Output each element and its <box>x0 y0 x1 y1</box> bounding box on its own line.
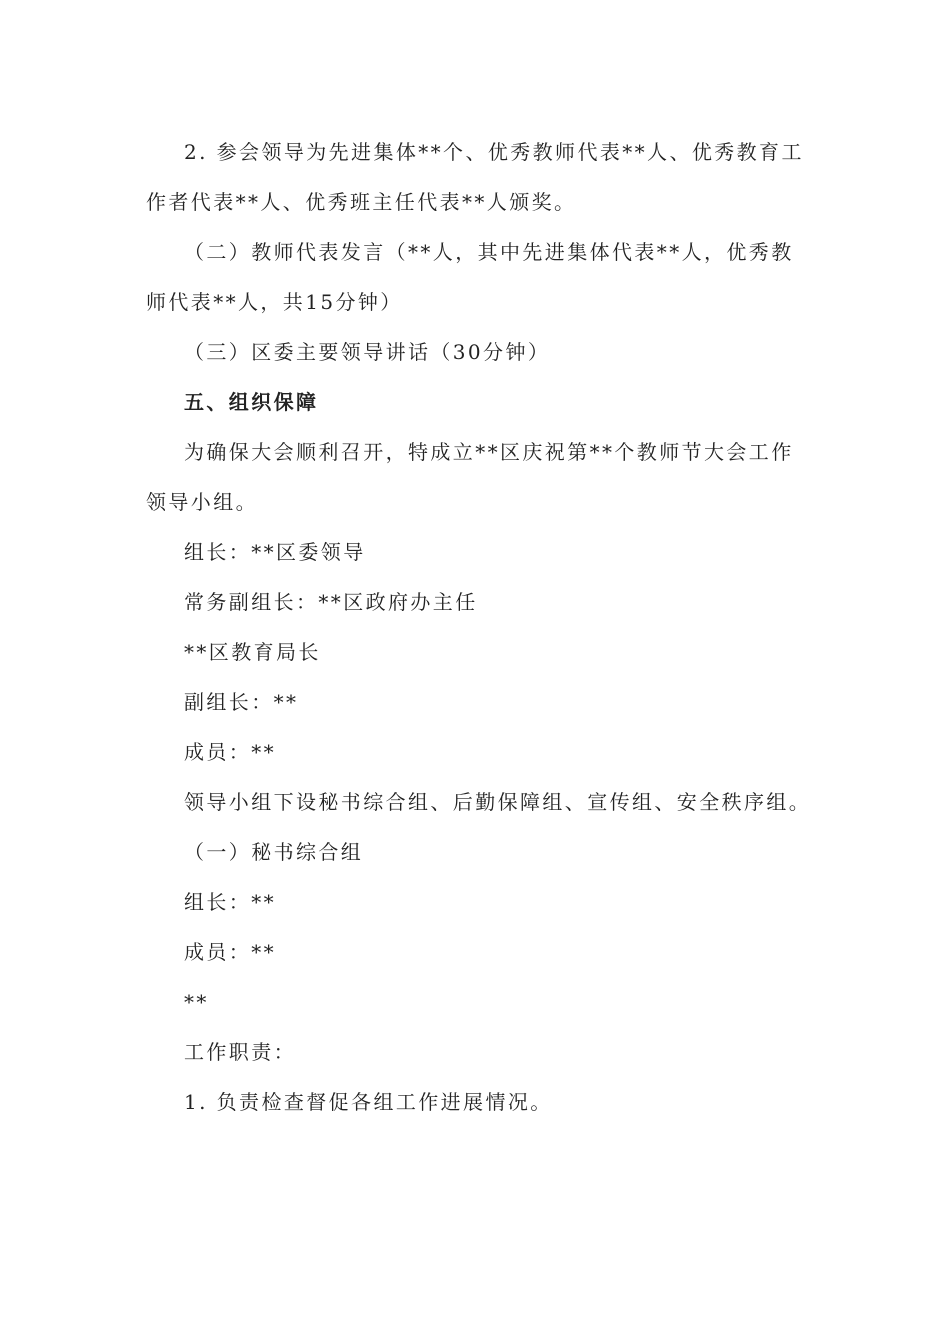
group-intro-line-1: 为确保大会顺利召开，特成立**区庆祝第**个教师节大会工作 <box>184 440 794 464</box>
group-leader: 组长：**区委领导 <box>184 540 366 564</box>
executive-deputy-leader: 常务副组长：**区政府办主任 <box>184 590 478 614</box>
members: 成员：** <box>184 740 276 764</box>
award-paragraph-line-2: 作者代表**人、优秀班主任代表**人颁奖。 <box>146 190 577 214</box>
speech-paragraph-line-2: 师代表**人，共15分钟） <box>146 290 403 314</box>
subgroups-list: 领导小组下设秘书综合组、后勤保障组、宣传组、安全秩序组。 <box>184 790 812 814</box>
duty-item-1: 1. 负责检查督促各组工作进展情况。 <box>184 1090 553 1114</box>
subgroup-member-extra: ** <box>184 990 209 1014</box>
subgroup-members: 成员：** <box>184 940 276 964</box>
duties-label: 工作职责： <box>184 1040 296 1064</box>
speech-paragraph-line-1: （二）教师代表发言（**人，其中先进集体代表**人，优秀教 <box>184 240 794 264</box>
subgroup-leader: 组长：** <box>184 890 276 914</box>
education-bureau-head: **区教育局长 <box>184 640 321 664</box>
leader-speech-item: （三）区委主要领导讲话（30分钟） <box>184 340 551 364</box>
subsection-heading: （一）秘书综合组 <box>184 840 364 864</box>
deputy-leader: 副组长：** <box>184 690 299 714</box>
award-paragraph-line-1: 2. 参会领导为先进集体**个、优秀教师代表**人、优秀教育工 <box>184 140 804 164</box>
section-heading: 五、组织保障 <box>184 390 319 414</box>
group-intro-line-2: 领导小组。 <box>146 490 258 514</box>
